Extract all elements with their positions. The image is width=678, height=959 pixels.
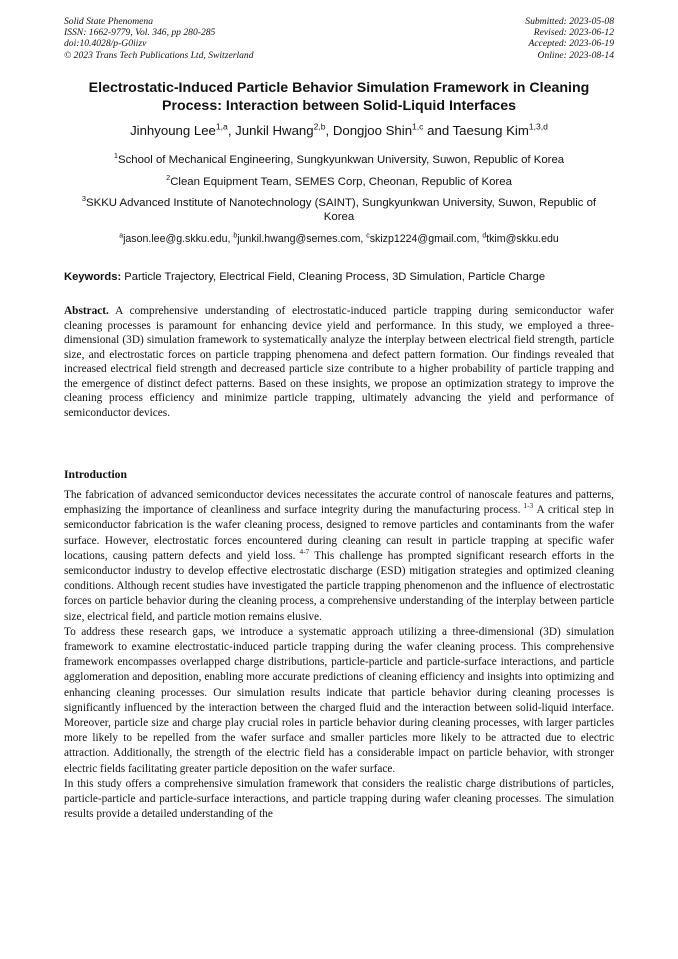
affiliation xyxy=(74,153,604,167)
citation-ref: 1-3 xyxy=(520,501,534,511)
paragraph-text: The fabrication of advanced semiconductor devices necessitates the accurate control of nanoscale features and patterns, emphasizing the importance of cleanliness and surface integrity during the manufacturing process. xyxy=(64,489,614,517)
email-separator: , xyxy=(476,233,483,245)
abstract-text: A comprehensive understanding of electrostatic-induced particle trapping during semiconductor wafer cleaning processes is paramount for enhancing device yield and performance. In this study, we employed a three-dimensional (3D) simulation framework to systematically analyze the interplay between electrical field strength, particle size, and electrostatic forces on particle trapping phenomena and defect pattern formation. Our findings revealed that increased electrical field strength and decreased particle size contribute to a higher probability of particle trapping and the emergence of distinct defect patterns. Based on these insights, we propose an optimization strategy to improve the cleaning process efficiency and minimize particle trapping, ultimately advancing the yield and performance of semiconductor devices. xyxy=(64,305,614,419)
keywords-label: Keywords: xyxy=(64,271,122,283)
affiliation xyxy=(74,175,604,189)
section-heading-introduction: Introduction xyxy=(64,468,127,481)
author-sup: 1,c xyxy=(412,121,424,132)
email-separator: , xyxy=(360,233,367,245)
email-link[interactable]: tkim@skku.edu xyxy=(486,233,559,245)
email-separator: , xyxy=(227,233,234,245)
journal-name: Solid State Phenomena xyxy=(64,16,153,27)
paragraph: In this study offers a comprehensive simulation framework that considers the realistic charge distributions of particles, particle-particle and particle-surface interactions, and particle trapping during wafer cleaning processes. The simulation results provide a detailed understanding of the xyxy=(64,777,614,821)
keywords xyxy=(64,270,614,284)
doi: doi:10.4028/p-G0iizv xyxy=(64,38,147,50)
author-name: Dongjoo Shin xyxy=(332,123,413,138)
keywords-text: Particle Trajectory, Electrical Field, Cleaning Process, 3D Simulation, Particle Charge xyxy=(121,271,546,283)
publication-dates xyxy=(525,16,614,61)
introduction-body xyxy=(64,488,614,822)
online-date: Online: 2023-08-14 xyxy=(537,49,614,61)
accepted-date: Accepted: 2023-06-19 xyxy=(528,38,614,50)
email-sup: b xyxy=(233,232,238,240)
affiliation-text: SKKU Advanced Institute of Nanotechnology (SAINT), Sungkyunkwan University, Suwon, Republic of Korea xyxy=(86,197,597,223)
paper-title: Electrostatic-Induced Particle Behavior Simulation Framework in Cleaning Process: Interaction between Solid-Liquid Interfaces xyxy=(88,80,590,114)
affiliation-sup: 2 xyxy=(166,173,171,183)
author-name: Jinhyoung Lee xyxy=(130,123,216,138)
email-sup: c xyxy=(366,232,370,240)
author-sup: 2,b xyxy=(313,121,326,132)
email-list xyxy=(50,233,628,246)
author-name: Taesung Kim xyxy=(452,123,529,138)
citation-ref: 4-7 xyxy=(295,547,310,557)
email-link[interactable]: jason.lee@g.skku.edu xyxy=(123,233,228,245)
author-list xyxy=(40,123,638,139)
affiliation xyxy=(74,196,604,224)
copyright: © 2023 Trans Tech Publications Ltd, Switzerland xyxy=(64,49,254,61)
affiliation-sup: 1 xyxy=(113,151,118,161)
abstract xyxy=(64,304,614,420)
submitted-date: Submitted: 2023-05-08 xyxy=(525,16,614,27)
issn-volume: ISSN: 1662-9779, Vol. 346, pp 280-285 xyxy=(64,27,216,39)
paragraph: To address these research gaps, we introduce a systematic approach utilizing a three-dimensional (3D) simulation framework to examine electrostatic-induced particle trapping during the wafer cleaning process. This comprehensive framework encompasses overlapped charge distributions, particle-particle and particle-surface interactions, and particle agglomeration and deposition, enabling more accurate predictions of cleaning efficiency and insights into optimizing and enhancing cleaning processes. Our simulation results indicate that particle behavior during cleaning processes is significantly influenced by the interaction between the charged fluid and the interaction between solid-liquid interface. Moreover, particle size and charge play crucial roles in particle behavior during cleaning processes, with larger particles more likely to be repelled from the wafer surface and smaller particles more likely to be attracted due to electric attraction. Additionally, the strength of the electric field has a considerable impact on particle behavior, with stronger electric fields facilitating greater particle deposition on the wafer surface. xyxy=(64,625,614,775)
email-sup: d xyxy=(482,232,487,240)
revised-date: Revised: 2023-06-12 xyxy=(533,27,614,39)
journal-info xyxy=(64,16,254,61)
abstract-label: Abstract. xyxy=(64,305,109,317)
author-separator: and xyxy=(423,123,453,138)
paragraph-text: This challenge has prompted significant research efforts in the semiconductor industry to develop effective electrostatic discharge (ESD) mitigation strategies and optimized cleaning conditions. Although recent studies have investigated the particle trapping phenomenon and the influence of electrostatic forces on particle behavior during the cleaning process, a comprehensive understanding of the interplay between particle size, electrical field, and particle motion remains elusive. xyxy=(64,549,614,623)
author-separator: , xyxy=(325,123,333,138)
email-link[interactable]: skizp1224@gmail.com xyxy=(369,233,477,245)
paragraph xyxy=(64,488,614,625)
email-sup: a xyxy=(119,232,124,240)
author-name: Junkil Hwang xyxy=(235,123,314,138)
author-sup: 1,a xyxy=(215,121,228,132)
paragraph-text: A critical step in semiconductor fabrication is the wafer cleaning process, designed to remove particles and contaminants from the wafer surface. However, electrostatic forces encountered during cleaning can result in particle trapping at specific wafer locations, causing pattern defects and yield loss. xyxy=(64,504,614,562)
affiliation-sup: 3 xyxy=(81,194,86,204)
affiliation-text: Clean Equipment Team, SEMES Corp, Cheonan, Republic of Korea xyxy=(170,176,512,188)
author-sup: 1,3,d xyxy=(528,121,548,132)
author-separator: , xyxy=(227,123,236,138)
affiliation-text: School of Mechanical Engineering, Sungkyunkwan University, Suwon, Republic of Korea xyxy=(117,154,565,166)
email-link[interactable]: junkil.hwang@semes.com xyxy=(237,233,361,245)
